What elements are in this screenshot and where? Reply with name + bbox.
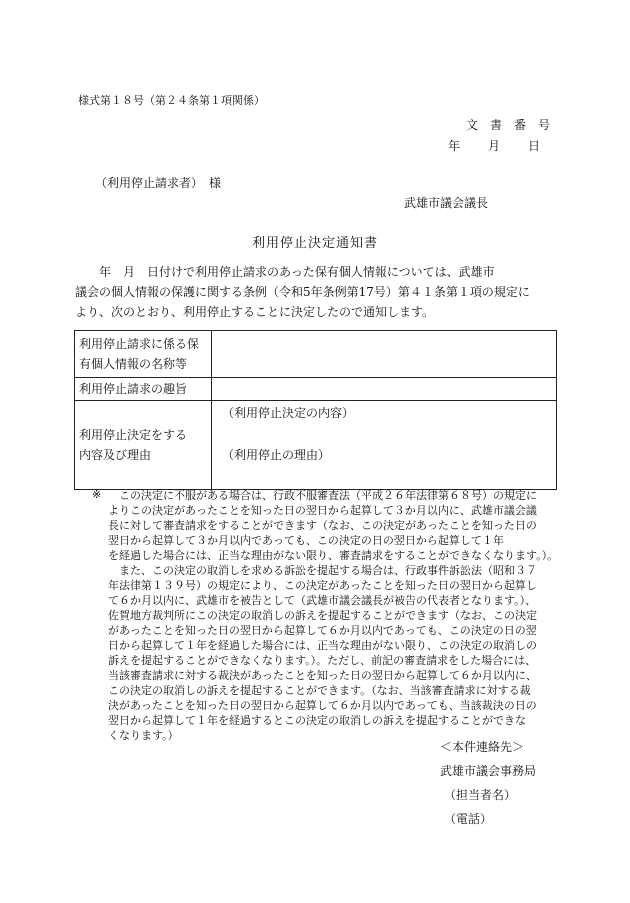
- note-line: また、この決定の取消しを求める訴訟を提起する場合は、行政事件訴訟法（昭和３７: [108, 564, 537, 577]
- note-line: 翌日から起算して３か月以内であっても、この決定の日の翌日から起算して１年: [108, 534, 504, 547]
- note-line: て６か月以内に、武雄市を被告として（武雄市議会議長が被告の代表者となります。）、: [108, 594, 537, 607]
- form-number: 様式第１８号（第２４条第１項関係）: [78, 94, 265, 107]
- note-line: くなります。）: [108, 729, 179, 742]
- contact-person: （担当者名）: [444, 788, 517, 802]
- personal-info-name-value[interactable]: [212, 331, 557, 378]
- intro-line: より、次のとおり、利用停止することに決定したので通知します。: [75, 305, 435, 319]
- page-title: 利用停止決定通知書: [251, 236, 378, 251]
- note-line: 佐賀地方裁判所にこの決定の取消しの訴えを提起することができます（なお、この決定: [108, 609, 537, 622]
- note-mark: ※: [92, 488, 102, 501]
- note-line: 長に対して審査請求をすることができます（なお、この決定があったことを知った日の: [108, 519, 537, 532]
- sender-title: 武雄市議会議長: [404, 196, 489, 210]
- decision-table: [74, 330, 557, 490]
- request-purpose-value[interactable]: [212, 378, 557, 401]
- note-line: よりこの決定があったことを知った日の翌日から起算して３か月以内に、武雄市議会議: [108, 504, 537, 517]
- note-line: 当該審査請求に対する裁決があったことを知った日の翌日から起算して６か月以内に、: [108, 669, 537, 682]
- request-purpose-label: 利用停止請求の趣旨: [75, 378, 212, 401]
- note-line: 年法律第１３９号）の規定により、この決定があったことを知った日の翌日から起算し: [108, 579, 537, 592]
- recipient-line: （利用停止請求者） 様: [95, 176, 222, 190]
- decision-content-heading: （利用停止決定の内容）: [222, 406, 355, 420]
- document-number-label: 文 書 番 号: [465, 118, 550, 132]
- intro-paragraph: [75, 262, 555, 322]
- table-row: [75, 378, 557, 401]
- contact-department: 武雄市議会事務局: [440, 764, 537, 778]
- date-line: 年 月 日: [447, 139, 548, 153]
- personal-info-name-label: 利用停止請求に係る保 有個人情報の名称等: [75, 331, 212, 378]
- table-row: [75, 401, 557, 490]
- note-line: があったことを知った日の翌日から起算して６か月以内であっても、この決定の日の翌: [108, 624, 537, 637]
- note-line: この決定に不服がある場合は、行政不服審査法（平成２６年法律第６８号）の規定に: [108, 489, 537, 502]
- note-line: この決定の取消しの訴えを提起することができます。（なお、当該審査請求に対する裁: [108, 684, 531, 697]
- intro-line: 年 月 日付けで利用停止請求のあった保有個人情報については、武雄市: [75, 265, 495, 279]
- note-line: 翌日から起算して１年を経過するとこの決定の取消しの訴えを提起することができな: [108, 714, 526, 727]
- note-line: 訴えを提起することができなくなります。）。ただし、前記の審査請求をした場合には、: [108, 654, 537, 667]
- table-row: [75, 331, 557, 378]
- contact-phone: （電話）: [444, 812, 493, 826]
- note-line: を経過した場合には、正当な理由がない限り、審査請求をすることができなくなります。）。: [108, 549, 559, 562]
- appeal-notes: [92, 488, 562, 743]
- note-line: 決があったことを知った日の翌日から起算して６か月以内であっても、当該裁決の日の: [108, 699, 537, 712]
- decision-reason-heading: （利用停止の理由）: [222, 448, 331, 462]
- intro-line: 議会の個人情報の保護に関する条例（令和5年条例第17号）第４１条第１項の規定に: [75, 285, 530, 299]
- contact-heading: ＜本件連絡先＞: [440, 740, 525, 754]
- note-line: 日から起算して１年を経過した場合には、正当な理由がない限り、この決定の取消しの: [108, 639, 537, 652]
- decision-content-value[interactable]: [212, 401, 557, 490]
- decision-content-label: 利用停止決定をする 内容及び理由: [75, 401, 212, 490]
